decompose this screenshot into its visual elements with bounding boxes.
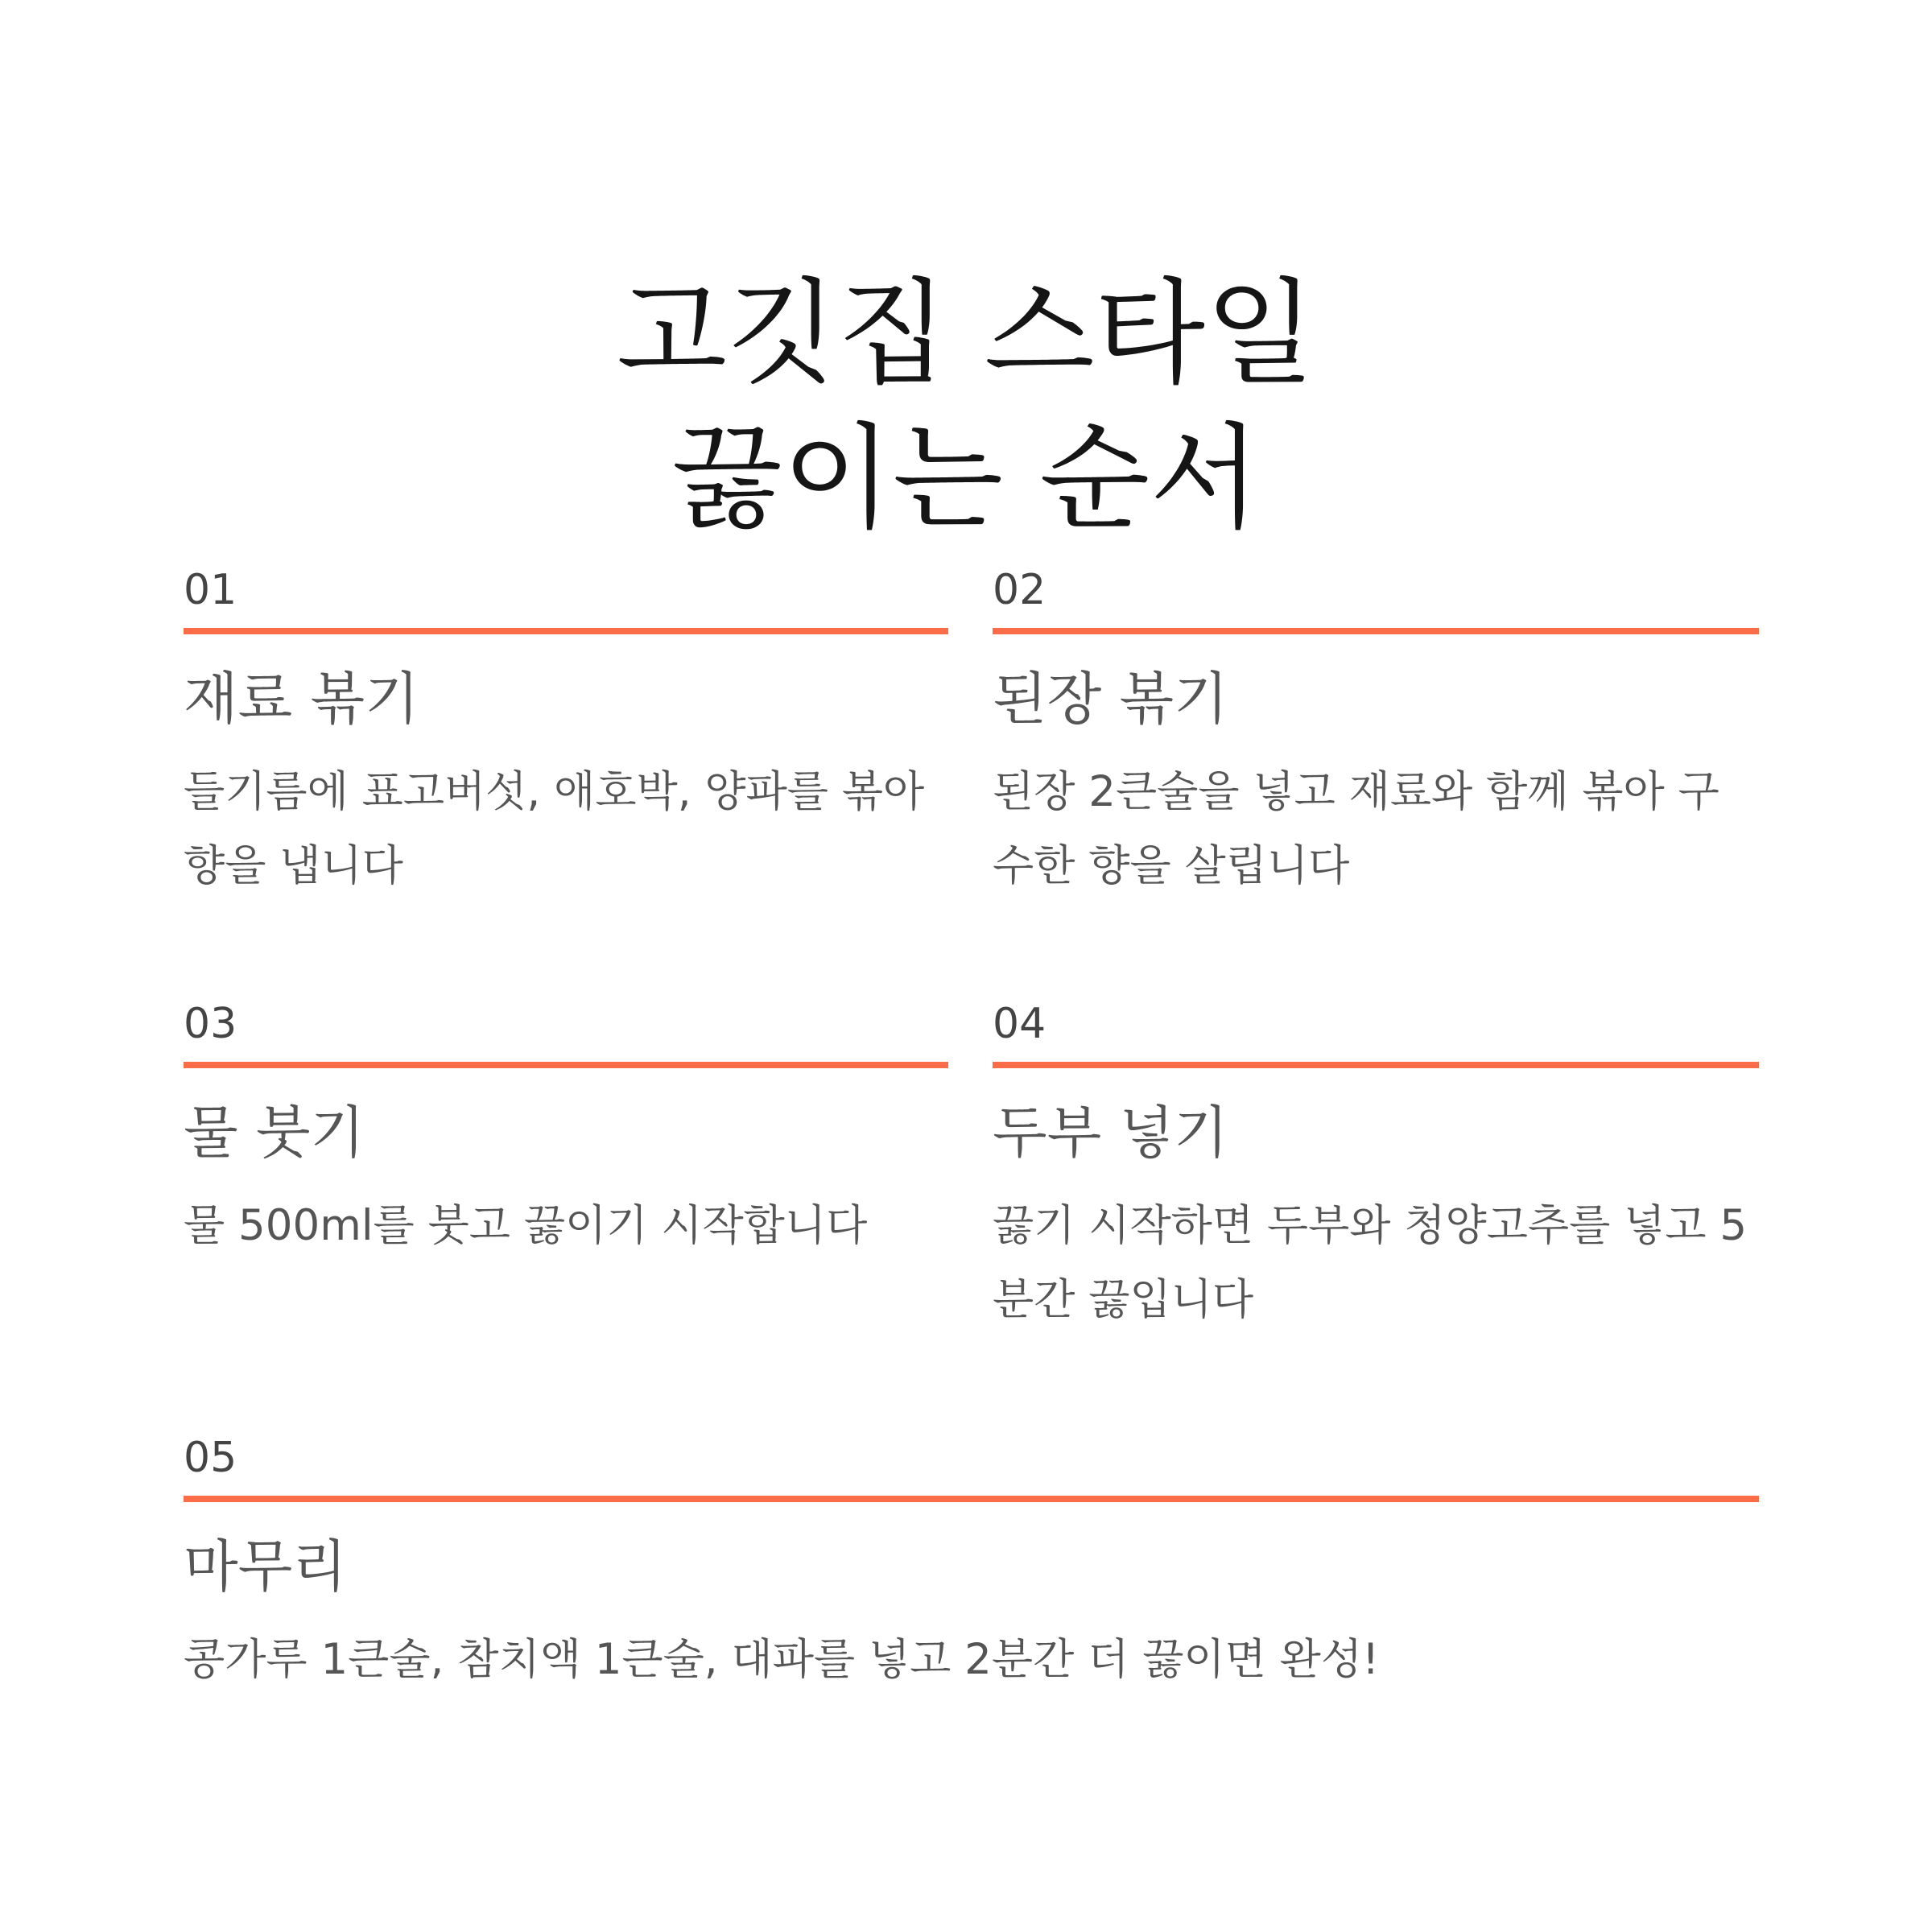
step-description: 들기름에 표고버섯, 애호박, 양파를 볶아 향을 냅니다 xyxy=(184,767,925,890)
step-number: 05 xyxy=(184,1434,237,1482)
step-description: 된장 2큰술을 넣고 재료와 함께 볶아 구수한 향을 살립니다 xyxy=(993,767,1719,890)
step-description: 끓기 시작하면 두부와 청양고추를 넣고 5분간 끓입니다 xyxy=(993,1201,1748,1324)
page-title xyxy=(0,262,1932,551)
step-number: 04 xyxy=(993,1000,1046,1048)
step-divider xyxy=(993,1062,1759,1068)
title-line-2: 끓이는 순서 xyxy=(671,412,1261,546)
step-title: 두부 넣기 xyxy=(993,1100,1228,1166)
title-line-1: 고깃집 스타일 xyxy=(616,267,1316,401)
step-description: 콩가루 1큰술, 참치액 1큰술, 대파를 넣고 2분간 더 끓이면 완성! xyxy=(184,1635,1380,1684)
step-divider xyxy=(184,1062,948,1068)
step-title: 마무리 xyxy=(184,1534,347,1600)
step-divider xyxy=(184,628,948,634)
step-title: 된장 볶기 xyxy=(993,666,1228,732)
step-description: 물 500ml를 붓고 끓이기 시작합니다 xyxy=(184,1201,868,1250)
step-number: 02 xyxy=(993,566,1046,614)
step-title: 재료 볶기 xyxy=(184,666,419,732)
step-divider xyxy=(993,628,1759,634)
step-number: 01 xyxy=(184,566,237,614)
step-divider xyxy=(184,1496,1759,1502)
step-number: 03 xyxy=(184,1000,237,1048)
step-title: 물 붓기 xyxy=(184,1100,365,1166)
